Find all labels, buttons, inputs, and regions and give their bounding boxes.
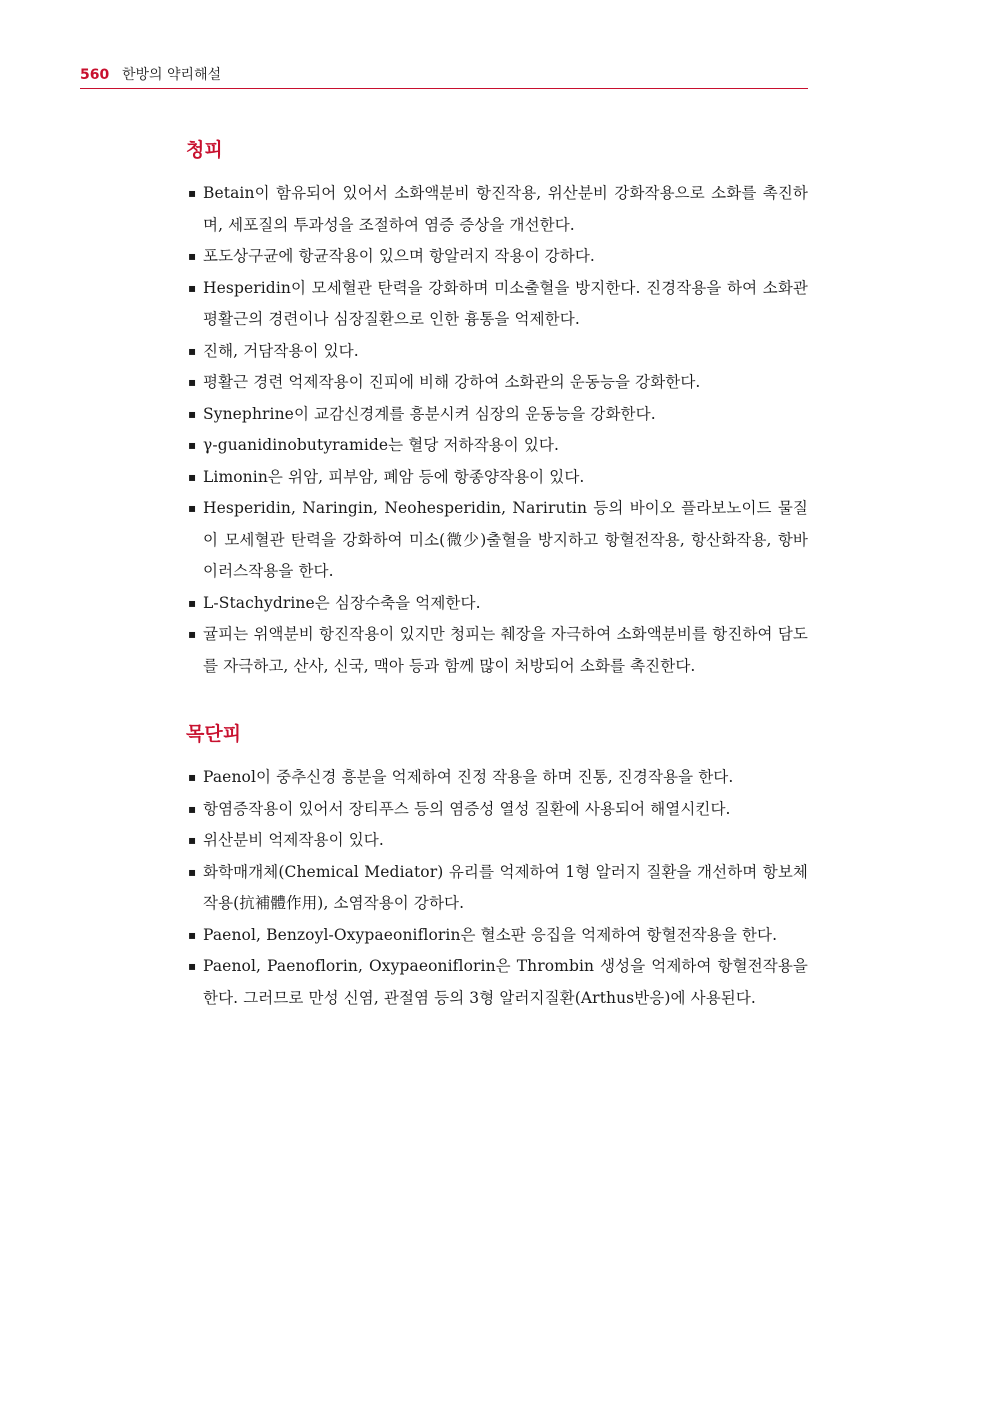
list-item-text: L-Stachydrine은 심장수축을 억제한다.	[203, 593, 481, 612]
list-item-text: 진해, 거담작용이 있다.	[203, 341, 359, 360]
book-title: 한방의 약리해설	[122, 67, 222, 83]
list-item-text: Synephrine이 교감신경계를 흥분시켜 심장의 운동능을 강화한다.	[203, 404, 656, 423]
list-item	[186, 367, 808, 399]
bullet-icon: ▪	[188, 186, 197, 200]
list-item	[186, 178, 808, 241]
bullet-icon: ▪	[188, 927, 197, 942]
list-item	[186, 430, 808, 462]
bullet-list	[186, 178, 808, 682]
list-item	[186, 273, 808, 336]
bullet-icon: ▪	[188, 280, 197, 295]
section-title: 목단피	[186, 723, 242, 745]
list-item-text: Hesperidin, Naringin, Neohesperidin, Narirutin 등의 바이오 플라보노이드 물질이 모세혈관 탄력을 강화하여 미소(微少)출혈을 방지하고 항혈전작용, 항산화작용, 항바이러스작용을 한다.	[203, 499, 808, 580]
list-item	[186, 619, 808, 682]
bullet-icon: ▪	[188, 595, 197, 610]
list-item	[186, 588, 808, 620]
bullet-icon: ▪	[188, 249, 197, 263]
list-item	[186, 920, 808, 952]
page-number: 560	[80, 67, 110, 83]
bullet-icon: ▪	[188, 801, 197, 816]
list-item-text: 귤피는 위액분비 항진작용이 있지만 청피는 췌장을 자극하여 소화액분비를 항진하여 담도를 자극하고, 산사, 신국, 맥아 등과 함께 많이 처방되어 소화를 촉진한다.	[203, 625, 808, 675]
section-title: 청피	[186, 139, 223, 161]
list-item	[186, 794, 808, 826]
bullet-icon: ▪	[188, 375, 197, 389]
bullet-icon: ▪	[188, 833, 197, 847]
bullet-icon: ▪	[188, 770, 197, 784]
list-item-text: Paenol, Benzoyl-Oxypaeoniflorin은 혈소판 응집을 억제하여 항혈전작용을 한다.	[203, 925, 778, 944]
list-item	[186, 951, 808, 1014]
page-header	[80, 66, 808, 89]
bullet-icon: ▪	[188, 864, 197, 879]
list-item	[186, 241, 808, 273]
list-item-text: γ-guanidinobutyramide는 혈당 저하작용이 있다.	[203, 436, 560, 454]
list-item	[186, 493, 808, 588]
list-item	[186, 336, 808, 368]
list-item-text: 평활근 경련 억제작용이 진피에 비해 강하여 소화관의 운동능을 강화한다.	[203, 373, 701, 391]
list-item-text: 포도상구균에 항균작용이 있으며 항알러지 작용이 강하다.	[203, 247, 595, 265]
bullet-icon: ▪	[188, 438, 197, 452]
list-item	[186, 462, 808, 494]
bullet-icon: ▪	[188, 627, 197, 641]
list-item-text: 항염증작용이 있어서 장티푸스 등의 염증성 열성 질환에 사용되어 해열시킨다.	[203, 799, 731, 818]
section-cheongpi	[186, 138, 808, 682]
bullet-icon: ▪	[188, 959, 197, 973]
bullet-icon: ▪	[188, 406, 197, 421]
list-item-text: 화학매개체(Chemical Mediator) 유리를 억제하여 1형 알러지 질환을 개선하며 항보체작용(抗補體作用), 소염작용이 강하다.	[203, 862, 808, 912]
list-item	[186, 762, 808, 794]
list-item-text: Hesperidin이 모세혈관 탄력을 강화하며 미소출혈을 방지한다. 진경작용을 하여 소화관 평활근의 경련이나 심장질환으로 인한 흉통을 억제한다.	[203, 278, 808, 328]
bullet-icon: ▪	[188, 501, 197, 515]
bullet-list	[186, 762, 808, 1014]
list-item-text: Paenol이 중추신경 흥분을 억제하여 진정 작용을 하며 진통, 진경작용을 한다.	[203, 768, 734, 786]
section-mokdanpi	[186, 722, 808, 1014]
list-item-text: Limonin은 위암, 피부암, 폐암 등에 항종양작용이 있다.	[203, 467, 585, 486]
bullet-icon: ▪	[188, 469, 197, 484]
list-item	[186, 825, 808, 857]
list-item-text: 위산분비 억제작용이 있다.	[203, 831, 384, 849]
list-item-text: Betain이 함유되어 있어서 소화액분비 항진작용, 위산분비 강화작용으로 소화를 촉진하며, 세포질의 투과성을 조절하여 염증 증상을 개선한다.	[203, 184, 808, 234]
list-item	[186, 399, 808, 431]
bullet-icon: ▪	[188, 343, 197, 358]
list-item-text: Paenol, Paenoflorin, Oxypaeoniflorin은 Thrombin 생성을 억제하여 항혈전작용을 한다. 그러므로 만성 신염, 관절염 등의 3형 알러지질환(Arthus반응)에 사용된다.	[203, 957, 808, 1007]
list-item	[186, 857, 808, 920]
